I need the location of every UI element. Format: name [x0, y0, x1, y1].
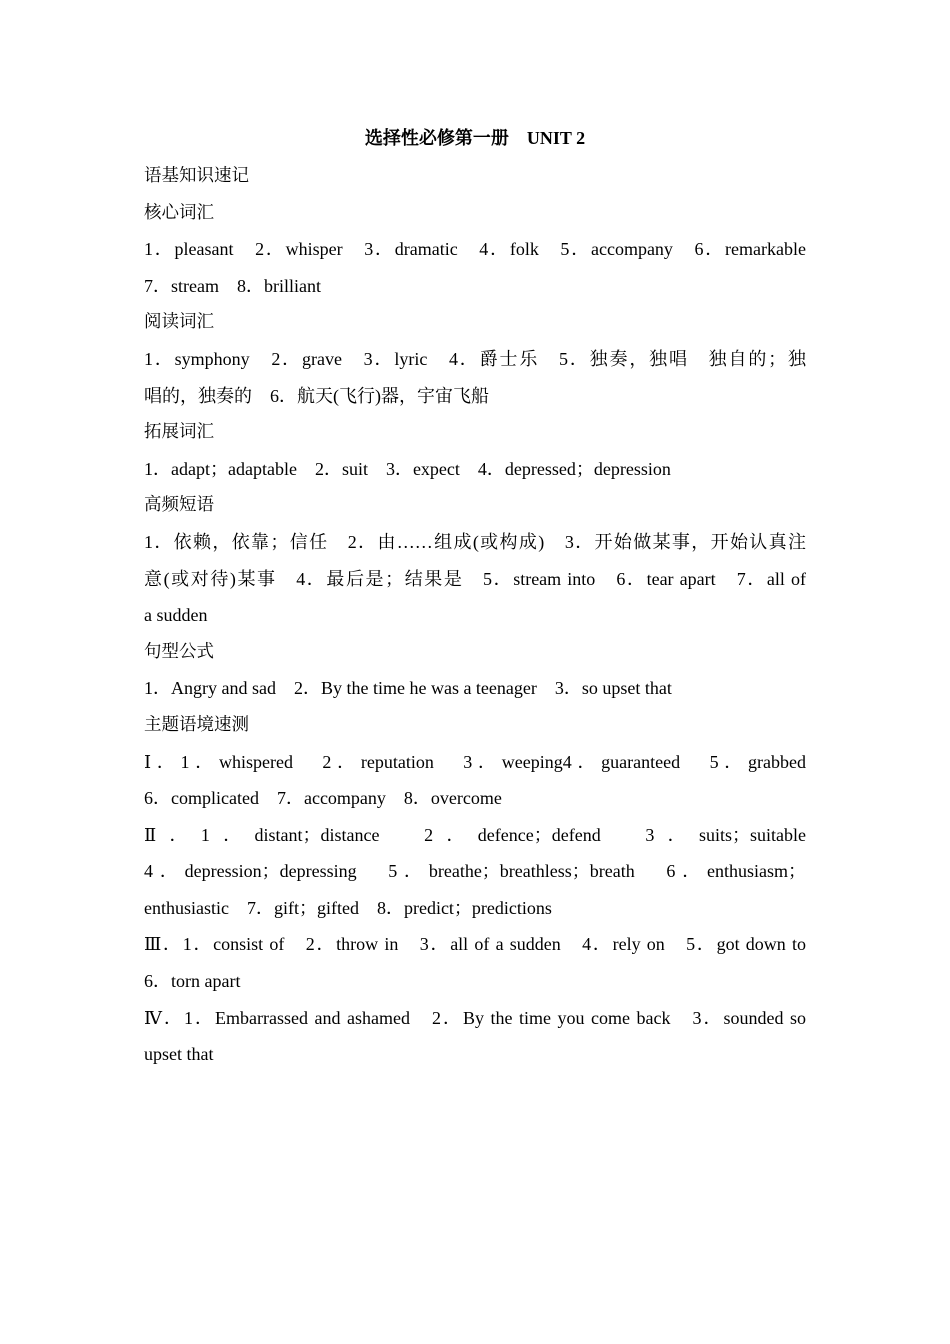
answer-line: Ⅲ．1．consist of 2．throw in 3．all of a sudden 4．rely on 5．got down to	[144, 934, 806, 955]
answer-line: Ⅱ．1．distant；distance 2．defence；defend 3．suits；suitable	[144, 824, 806, 845]
answer-line: 1．pleasant 2．whisper 3．dramatic 4．folk 5．accompany 6．remarkable	[144, 239, 806, 260]
answer-line: 7．stream 8．brilliant	[144, 275, 321, 296]
answer-line: upset that	[144, 1044, 214, 1065]
answer-line: enthusiastic 7．gift；gifted 8．predict；predictions	[144, 897, 552, 918]
section-heading-phrases: 高频短语	[144, 495, 214, 516]
extended-vocabulary-answers	[144, 451, 806, 488]
section-heading-sentence-patterns: 句型公式	[144, 641, 214, 662]
answer-line: 意(或对待)某事 4．最后是；结果是 5．stream into 6．tear apart 7．all of	[144, 568, 806, 589]
answer-line: a sudden	[144, 605, 208, 626]
answer-line: Ⅳ．1．Embarrassed and ashamed 2．By the time you come back 3．sounded so	[144, 1007, 806, 1028]
section-heading-context-test: 主题语境速测	[144, 714, 249, 735]
answer-line: 1．adapt；adaptable 2．suit 3．expect 4．depressed；depression	[144, 458, 671, 479]
section-heading-core-vocabulary: 核心词汇	[144, 202, 214, 223]
answer-line: 唱的，独奏的 6．航天(飞行)器，宇宙飞船	[144, 385, 489, 406]
document-title: 选择性必修第一册 UNIT 2	[364, 128, 586, 148]
answer-line: 1．symphony 2．grave 3．lyric 4．爵士乐 5．独奏，独唱 独自的；独	[144, 348, 806, 369]
answer-line: 1．Angry and sad 2．By the time he was a teenager 3．so upset that	[144, 678, 672, 699]
reading-vocabulary-answers	[144, 341, 806, 414]
answer-line: Ⅰ．1．whispered 2．reputation 3．weeping4．guaranteed 5．grabbed	[144, 751, 806, 772]
context-test-answers	[144, 744, 806, 1073]
answer-line: 4．depression；depressing 5．breathe；breathless；breath 6．enthusiasm；	[144, 861, 806, 882]
section-heading-reading-vocabulary: 阅读词汇	[144, 312, 214, 333]
answer-line: 6．complicated 7．accompany 8．overcome	[144, 788, 502, 809]
sentence-patterns-answers	[144, 670, 806, 707]
answer-line: 6．torn apart	[144, 971, 241, 992]
section-heading-basics: 语基知识速记	[144, 166, 249, 186]
answer-line: 1．依赖，依靠；信任 2．由……组成(或构成) 3．开始做某事，开始认真注	[144, 531, 806, 552]
phrases-answers	[144, 524, 806, 634]
document-page	[144, 122, 806, 1073]
core-vocabulary-answers	[144, 231, 806, 304]
section-heading-extended-vocabulary: 拓展词汇	[144, 422, 214, 443]
